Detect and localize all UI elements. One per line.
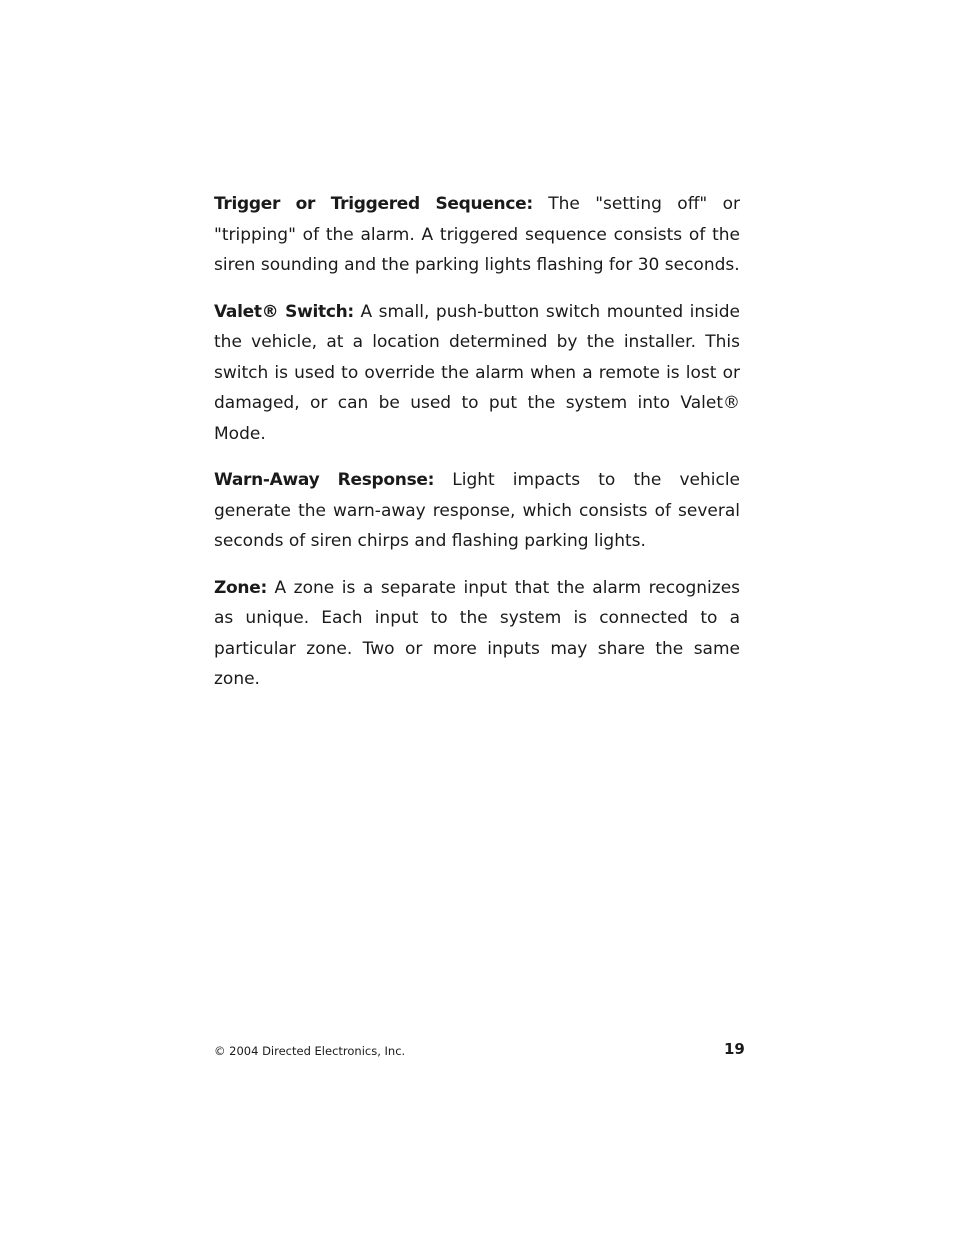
glossary-term: Warn-Away Response:	[214, 470, 435, 490]
glossary-entry-warn-away	[214, 465, 740, 557]
glossary-definition: Light impacts to the vehicle generate the warn-away response, which consists of several seconds of siren chirps and flashing parking lights.	[214, 470, 741, 551]
page-number: 19	[724, 1040, 745, 1058]
copyright-notice: © 2004 Directed Electronics, Inc.	[214, 1044, 406, 1058]
glossary-definition: A small, push-button switch mounted inside the vehicle, at a location determined by the installer. This switch is used to override the alarm when a remote is lost or damaged, or can be used to put the system into Valet® Mode.	[214, 301, 741, 444]
glossary-definition: A zone is a separate input that the alarm recognizes as unique. Each input to the system is connected to a particular zone. Two or more inputs may share the same zone.	[214, 577, 741, 689]
glossary-term: Trigger or Triggered Sequence:	[214, 194, 533, 214]
glossary-entry-valet-switch	[214, 297, 740, 450]
glossary-entry-zone	[214, 573, 740, 695]
glossary-term: Zone:	[214, 577, 267, 598]
glossary-definition: The "setting off" or "tripping" of the alarm. A triggered sequence consists of the siren sounding and the parking lights flashing for 30 seconds.	[214, 194, 740, 275]
glossary-entry-trigger	[214, 189, 740, 281]
glossary-term: Valet® Switch:	[214, 301, 354, 322]
glossary-section	[214, 189, 740, 711]
